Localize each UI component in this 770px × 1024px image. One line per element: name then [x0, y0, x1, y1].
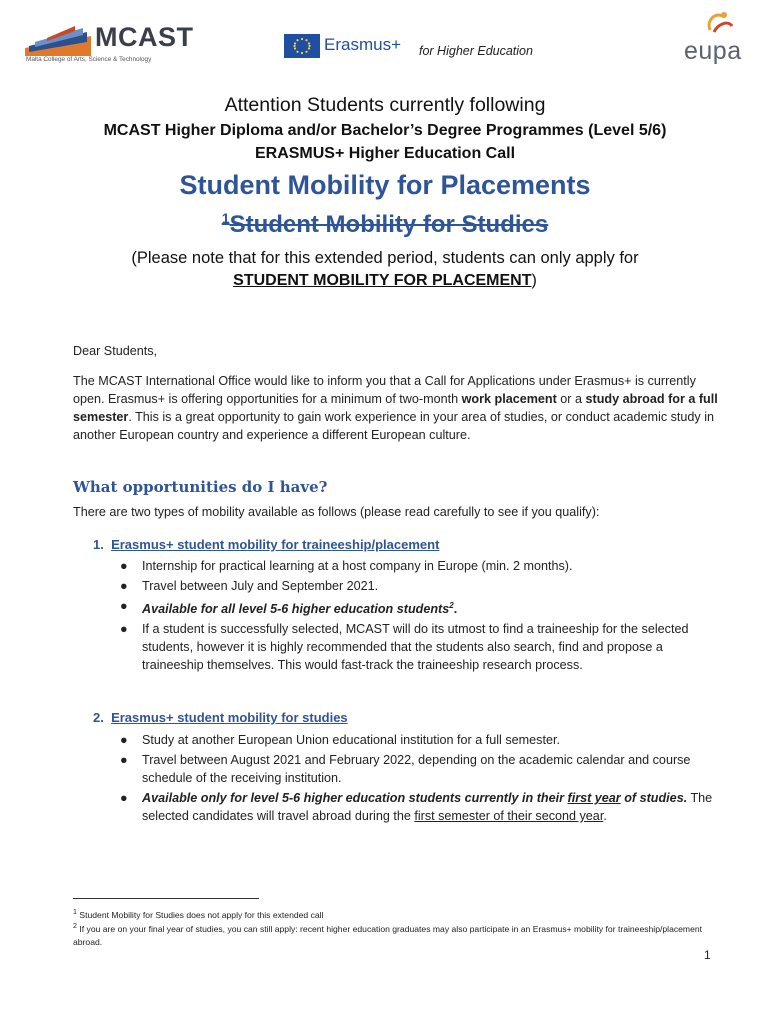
list-item — [118, 597, 718, 618]
list-item-underlined-text: first semester of their second year — [414, 809, 604, 823]
intro-bold-study-abroad: study abroad for a full semester — [73, 392, 718, 424]
list-item-underlined: first year — [567, 791, 621, 805]
bullet-icon: ● — [120, 559, 128, 573]
list-item — [118, 751, 718, 787]
list-item-text: Travel between August 2021 and February 2022, depending on the academic calendar and course schedule of the receiving institution. — [142, 753, 691, 785]
two-types-paragraph: There are two types of mobility available as follows (please read carefully to see if you qualify): — [73, 505, 600, 519]
section-2-heading — [93, 710, 348, 725]
mcast-name: MCAST — [95, 22, 194, 52]
struck-subtitle — [0, 210, 770, 239]
attention-line: Attention Students currently following — [224, 94, 546, 116]
section-heading: What opportunities do I have? — [73, 478, 328, 496]
list-item-text: Internship for practical learning at a host company in Europe (min. 2 months). — [142, 559, 573, 573]
list-item-text: Travel between July and September 2021. — [142, 579, 379, 593]
note-emphasis: STUDENT MOBILITY FOR PLACEMENT — [233, 272, 532, 289]
eupa-mark-icon — [704, 10, 736, 36]
for-higher-education-label: for Higher Education — [419, 44, 533, 58]
section-1-heading — [93, 537, 439, 552]
footnote-2 — [73, 920, 733, 949]
footnote-ref-1: 1 — [221, 210, 230, 226]
intro-bold-work-placement: work placement — [461, 392, 557, 406]
bullet-icon: ● — [120, 791, 128, 805]
bullet-icon: ● — [120, 753, 128, 767]
list-item — [118, 577, 718, 595]
section-1-list — [118, 557, 718, 676]
list-item — [118, 789, 718, 825]
list-item — [118, 731, 718, 749]
intro-paragraph — [73, 372, 723, 444]
list-item-text: If a student is successfully selected, MCAST will do its utmost to find a traineeship for the selected students, however it is highly recommended that the students also search, find and propose a traineeship themselves. This would fast-track the traineeship research process. — [142, 622, 689, 673]
eupa-name: eupa — [684, 37, 742, 65]
page-title: Student Mobility for Placements — [179, 170, 591, 200]
intro-text-c: or a — [556, 392, 586, 406]
mcast-logo — [25, 22, 205, 66]
list-item-bold-text-end: of studies. — [620, 791, 688, 805]
programmes-line: MCAST Higher Diploma and/or Bachelor’s Degree Programmes (Level 5/6) — [103, 122, 667, 139]
list-item-end: . — [603, 809, 607, 823]
intro-text-e: . This is a great opportunity to gain work experience in your area of studies, or conduct academic study in another European country and experience a different European culture. — [73, 410, 715, 442]
footnote-ref-2: 2 — [449, 601, 454, 610]
eupa-logo — [684, 10, 750, 66]
section-2-title: Erasmus+ student mobility for studies — [111, 710, 348, 725]
erasmus-name: Erasmus+ — [324, 35, 401, 54]
bullet-icon: ● — [120, 579, 128, 593]
section-2-list — [118, 731, 718, 827]
footnote-1-number: 1 — [73, 908, 77, 916]
intro-text-a: The MCAST International Office would like to inform you that a Call for Applications under Erasmus+ is currently open. Erasmus+ is offering opportunities for a minimum of two-month — [73, 374, 696, 406]
footnote-2-number: 2 — [73, 922, 77, 930]
section-1-number: 1. — [93, 537, 104, 552]
list-item — [118, 620, 718, 674]
list-item-text: The selected candidates will travel abroad during the — [142, 791, 713, 823]
struck-subtitle-text: Student Mobility for Studies — [229, 211, 549, 238]
list-item — [118, 557, 718, 575]
salutation: Dear Students, — [73, 344, 158, 358]
list-item-bold-text: Available only for level 5-6 higher education students currently in their — [142, 791, 568, 805]
mcast-subtitle: Malta College of Arts, Science & Technology — [26, 56, 152, 63]
call-line: ERASMUS+ Higher Education Call — [254, 145, 516, 162]
note-close-paren: ) — [531, 272, 537, 289]
eu-flag-icon — [284, 34, 320, 58]
list-item-end: . — [453, 602, 458, 617]
footnote-1-text: Student Mobility for Studies does not apply for this extended call — [76, 909, 324, 920]
bullet-icon: ● — [120, 599, 128, 613]
bullet-icon: ● — [120, 622, 128, 637]
list-item-text: Study at another European Union educational institution for a full semester. — [142, 733, 560, 747]
section-2-number: 2. — [93, 710, 104, 725]
note-line-1: (Please note that for this extended period, students can only apply for — [131, 249, 639, 267]
note-line-2 — [0, 272, 770, 290]
bullet-icon: ● — [120, 733, 128, 747]
erasmus-logo — [284, 34, 414, 58]
section-1-title: Erasmus+ student mobility for traineeship/placement — [111, 537, 440, 552]
list-item-bold-text: Available for all level 5-6 higher education students — [142, 602, 450, 617]
footnote-2-text: If you are on your final year of studies, you can still apply: recent higher education graduates may also participate in an Erasmus+ mobility for traineeship/placement abroad. — [73, 923, 703, 947]
mcast-mark-icon — [25, 26, 91, 56]
footnote-divider — [73, 898, 259, 899]
page-number: 1 — [704, 948, 711, 962]
